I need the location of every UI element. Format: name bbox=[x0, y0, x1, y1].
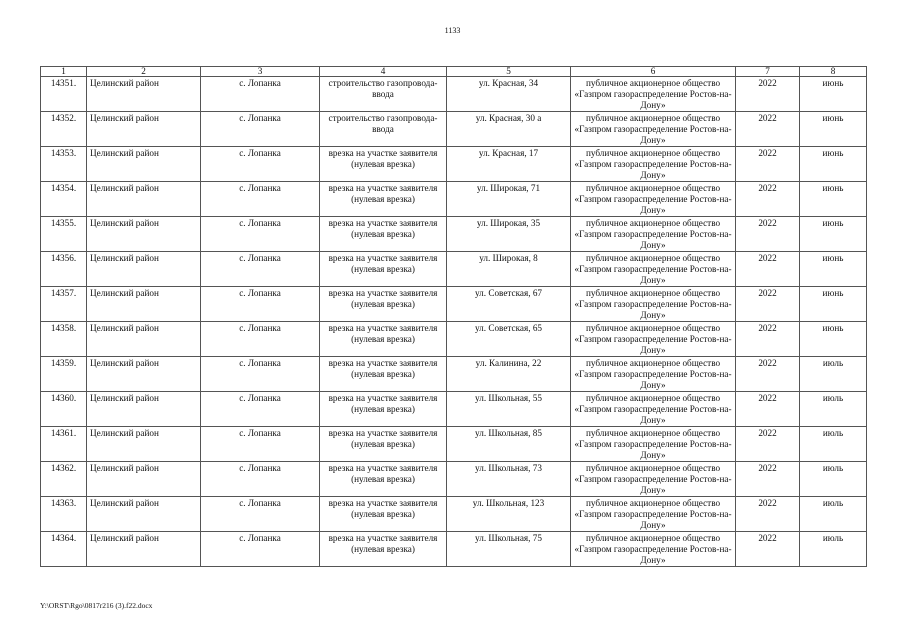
year-cell: 2022 bbox=[736, 217, 800, 252]
year-cell: 2022 bbox=[736, 147, 800, 182]
year-cell: 2022 bbox=[736, 182, 800, 217]
locality-cell: с. Лопанка bbox=[201, 217, 320, 252]
district-cell: Целинский район bbox=[87, 112, 201, 147]
work-type-cell: врезка на участке заявителя (нулевая врезка) bbox=[320, 147, 447, 182]
row-number-cell: 14356. bbox=[41, 252, 87, 287]
district-cell: Целинский район bbox=[87, 287, 201, 322]
month-cell: июнь bbox=[800, 287, 867, 322]
month-cell: июль bbox=[800, 532, 867, 567]
address-cell: ул. Широкая, 71 bbox=[447, 182, 571, 217]
organization-cell: публичное акционерное общество «Газпром газораспределение Ростов-на-Дону» bbox=[571, 77, 736, 112]
table-row bbox=[41, 427, 867, 462]
year-cell: 2022 bbox=[736, 462, 800, 497]
locality-cell: с. Лопанка bbox=[201, 147, 320, 182]
address-cell: ул. Красная, 34 bbox=[447, 77, 571, 112]
year-cell: 2022 bbox=[736, 77, 800, 112]
locality-cell: с. Лопанка bbox=[201, 532, 320, 567]
registry-table bbox=[40, 66, 867, 567]
table-row bbox=[41, 147, 867, 182]
header-cell-3: 3 bbox=[201, 67, 320, 77]
district-cell: Целинский район bbox=[87, 322, 201, 357]
address-cell: ул. Советская, 65 bbox=[447, 322, 571, 357]
organization-cell: публичное акционерное общество «Газпром газораспределение Ростов-на-Дону» bbox=[571, 287, 736, 322]
address-cell: ул. Школьная, 85 bbox=[447, 427, 571, 462]
organization-cell: публичное акционерное общество «Газпром газораспределение Ростов-на-Дону» bbox=[571, 217, 736, 252]
month-cell: июнь bbox=[800, 217, 867, 252]
header-cell-2: 2 bbox=[87, 67, 201, 77]
month-cell: июль bbox=[800, 357, 867, 392]
district-cell: Целинский район bbox=[87, 182, 201, 217]
organization-cell: публичное акционерное общество «Газпром газораспределение Ростов-на-Дону» bbox=[571, 462, 736, 497]
year-cell: 2022 bbox=[736, 112, 800, 147]
row-number-cell: 14358. bbox=[41, 322, 87, 357]
locality-cell: с. Лопанка bbox=[201, 392, 320, 427]
organization-cell: публичное акционерное общество «Газпром газораспределение Ростов-на-Дону» bbox=[571, 497, 736, 532]
organization-cell: публичное акционерное общество «Газпром газораспределение Ростов-на-Дону» bbox=[571, 427, 736, 462]
organization-cell: публичное акционерное общество «Газпром газораспределение Ростов-на-Дону» bbox=[571, 392, 736, 427]
work-type-cell: врезка на участке заявителя (нулевая врезка) bbox=[320, 532, 447, 567]
year-cell: 2022 bbox=[736, 497, 800, 532]
district-cell: Целинский район bbox=[87, 532, 201, 567]
table-row bbox=[41, 287, 867, 322]
table-row bbox=[41, 252, 867, 287]
year-cell: 2022 bbox=[736, 427, 800, 462]
work-type-cell: врезка на участке заявителя (нулевая врезка) bbox=[320, 497, 447, 532]
header-cell-8: 8 bbox=[800, 67, 867, 77]
organization-cell: публичное акционерное общество «Газпром газораспределение Ростов-на-Дону» bbox=[571, 182, 736, 217]
row-number-cell: 14362. bbox=[41, 462, 87, 497]
table-row bbox=[41, 392, 867, 427]
row-number-cell: 14352. bbox=[41, 112, 87, 147]
district-cell: Целинский район bbox=[87, 147, 201, 182]
address-cell: ул. Школьная, 123 bbox=[447, 497, 571, 532]
table-row bbox=[41, 462, 867, 497]
locality-cell: с. Лопанка bbox=[201, 77, 320, 112]
page-number: 1133 bbox=[444, 26, 461, 35]
locality-cell: с. Лопанка bbox=[201, 462, 320, 497]
table-row bbox=[41, 322, 867, 357]
locality-cell: с. Лопанка bbox=[201, 357, 320, 392]
table-row bbox=[41, 112, 867, 147]
work-type-cell: врезка на участке заявителя (нулевая врезка) bbox=[320, 427, 447, 462]
work-type-cell: врезка на участке заявителя (нулевая врезка) bbox=[320, 462, 447, 497]
organization-cell: публичное акционерное общество «Газпром газораспределение Ростов-на-Дону» bbox=[571, 112, 736, 147]
district-cell: Целинский район bbox=[87, 252, 201, 287]
row-number-cell: 14355. bbox=[41, 217, 87, 252]
month-cell: июнь bbox=[800, 252, 867, 287]
organization-cell: публичное акционерное общество «Газпром газораспределение Ростов-на-Дону» bbox=[571, 532, 736, 567]
locality-cell: с. Лопанка bbox=[201, 252, 320, 287]
month-cell: июль bbox=[800, 392, 867, 427]
header-row bbox=[41, 67, 867, 77]
address-cell: ул. Школьная, 75 bbox=[447, 532, 571, 567]
month-cell: июль bbox=[800, 462, 867, 497]
month-cell: июль bbox=[800, 497, 867, 532]
header-cell-4: 4 bbox=[320, 67, 447, 77]
organization-cell: публичное акционерное общество «Газпром газораспределение Ростов-на-Дону» bbox=[571, 252, 736, 287]
month-cell: июль bbox=[800, 427, 867, 462]
month-cell: июнь bbox=[800, 112, 867, 147]
work-type-cell: врезка на участке заявителя (нулевая врезка) bbox=[320, 252, 447, 287]
work-type-cell: врезка на участке заявителя (нулевая врезка) bbox=[320, 287, 447, 322]
table-row bbox=[41, 77, 867, 112]
district-cell: Целинский район bbox=[87, 392, 201, 427]
district-cell: Целинский район bbox=[87, 77, 201, 112]
year-cell: 2022 bbox=[736, 322, 800, 357]
row-number-cell: 14357. bbox=[41, 287, 87, 322]
header-cell-7: 7 bbox=[736, 67, 800, 77]
table-row bbox=[41, 532, 867, 567]
header-cell-6: 6 bbox=[571, 67, 736, 77]
row-number-cell: 14364. bbox=[41, 532, 87, 567]
locality-cell: с. Лопанка bbox=[201, 287, 320, 322]
address-cell: ул. Калинина, 22 bbox=[447, 357, 571, 392]
address-cell: ул. Красная, 17 bbox=[447, 147, 571, 182]
locality-cell: с. Лопанка bbox=[201, 182, 320, 217]
table-row bbox=[41, 357, 867, 392]
address-cell: ул. Советская, 67 bbox=[447, 287, 571, 322]
header-cell-1: 1 bbox=[41, 67, 87, 77]
month-cell: июнь bbox=[800, 182, 867, 217]
row-number-cell: 14361. bbox=[41, 427, 87, 462]
table-row bbox=[41, 182, 867, 217]
district-cell: Целинский район bbox=[87, 427, 201, 462]
table-body bbox=[41, 77, 867, 567]
work-type-cell: строительство газопровода-ввода bbox=[320, 112, 447, 147]
district-cell: Целинский район bbox=[87, 497, 201, 532]
locality-cell: с. Лопанка bbox=[201, 427, 320, 462]
month-cell: июнь bbox=[800, 77, 867, 112]
work-type-cell: врезка на участке заявителя (нулевая врезка) bbox=[320, 217, 447, 252]
organization-cell: публичное акционерное общество «Газпром газораспределение Ростов-на-Дону» bbox=[571, 147, 736, 182]
row-number-cell: 14354. bbox=[41, 182, 87, 217]
row-number-cell: 14351. bbox=[41, 77, 87, 112]
table-row bbox=[41, 497, 867, 532]
year-cell: 2022 bbox=[736, 532, 800, 567]
organization-cell: публичное акционерное общество «Газпром газораспределение Ростов-на-Дону» bbox=[571, 357, 736, 392]
year-cell: 2022 bbox=[736, 392, 800, 427]
locality-cell: с. Лопанка bbox=[201, 322, 320, 357]
table-header bbox=[41, 67, 867, 77]
row-number-cell: 14363. bbox=[41, 497, 87, 532]
year-cell: 2022 bbox=[736, 287, 800, 322]
work-type-cell: врезка на участке заявителя (нулевая врезка) bbox=[320, 357, 447, 392]
locality-cell: с. Лопанка bbox=[201, 497, 320, 532]
address-cell: ул. Школьная, 73 bbox=[447, 462, 571, 497]
address-cell: ул. Широкая, 35 bbox=[447, 217, 571, 252]
work-type-cell: врезка на участке заявителя (нулевая врезка) bbox=[320, 392, 447, 427]
district-cell: Целинский район bbox=[87, 217, 201, 252]
year-cell: 2022 bbox=[736, 357, 800, 392]
locality-cell: с. Лопанка bbox=[201, 112, 320, 147]
row-number-cell: 14360. bbox=[41, 392, 87, 427]
table-row bbox=[41, 217, 867, 252]
row-number-cell: 14359. bbox=[41, 357, 87, 392]
month-cell: июнь bbox=[800, 147, 867, 182]
work-type-cell: врезка на участке заявителя (нулевая врезка) bbox=[320, 182, 447, 217]
district-cell: Целинский район bbox=[87, 462, 201, 497]
work-type-cell: врезка на участке заявителя (нулевая врезка) bbox=[320, 322, 447, 357]
header-cell-5: 5 bbox=[447, 67, 571, 77]
district-cell: Целинский район bbox=[87, 357, 201, 392]
address-cell: ул. Красная, 30 а bbox=[447, 112, 571, 147]
footer-file-path: Y:\ORST\Rgo\0817r216 (3).f22.docx bbox=[40, 601, 153, 610]
address-cell: ул. Школьная, 55 bbox=[447, 392, 571, 427]
work-type-cell: строительство газопровода-ввода bbox=[320, 77, 447, 112]
month-cell: июнь bbox=[800, 322, 867, 357]
organization-cell: публичное акционерное общество «Газпром газораспределение Ростов-на-Дону» bbox=[571, 322, 736, 357]
row-number-cell: 14353. bbox=[41, 147, 87, 182]
address-cell: ул. Широкая, 8 bbox=[447, 252, 571, 287]
year-cell: 2022 bbox=[736, 252, 800, 287]
